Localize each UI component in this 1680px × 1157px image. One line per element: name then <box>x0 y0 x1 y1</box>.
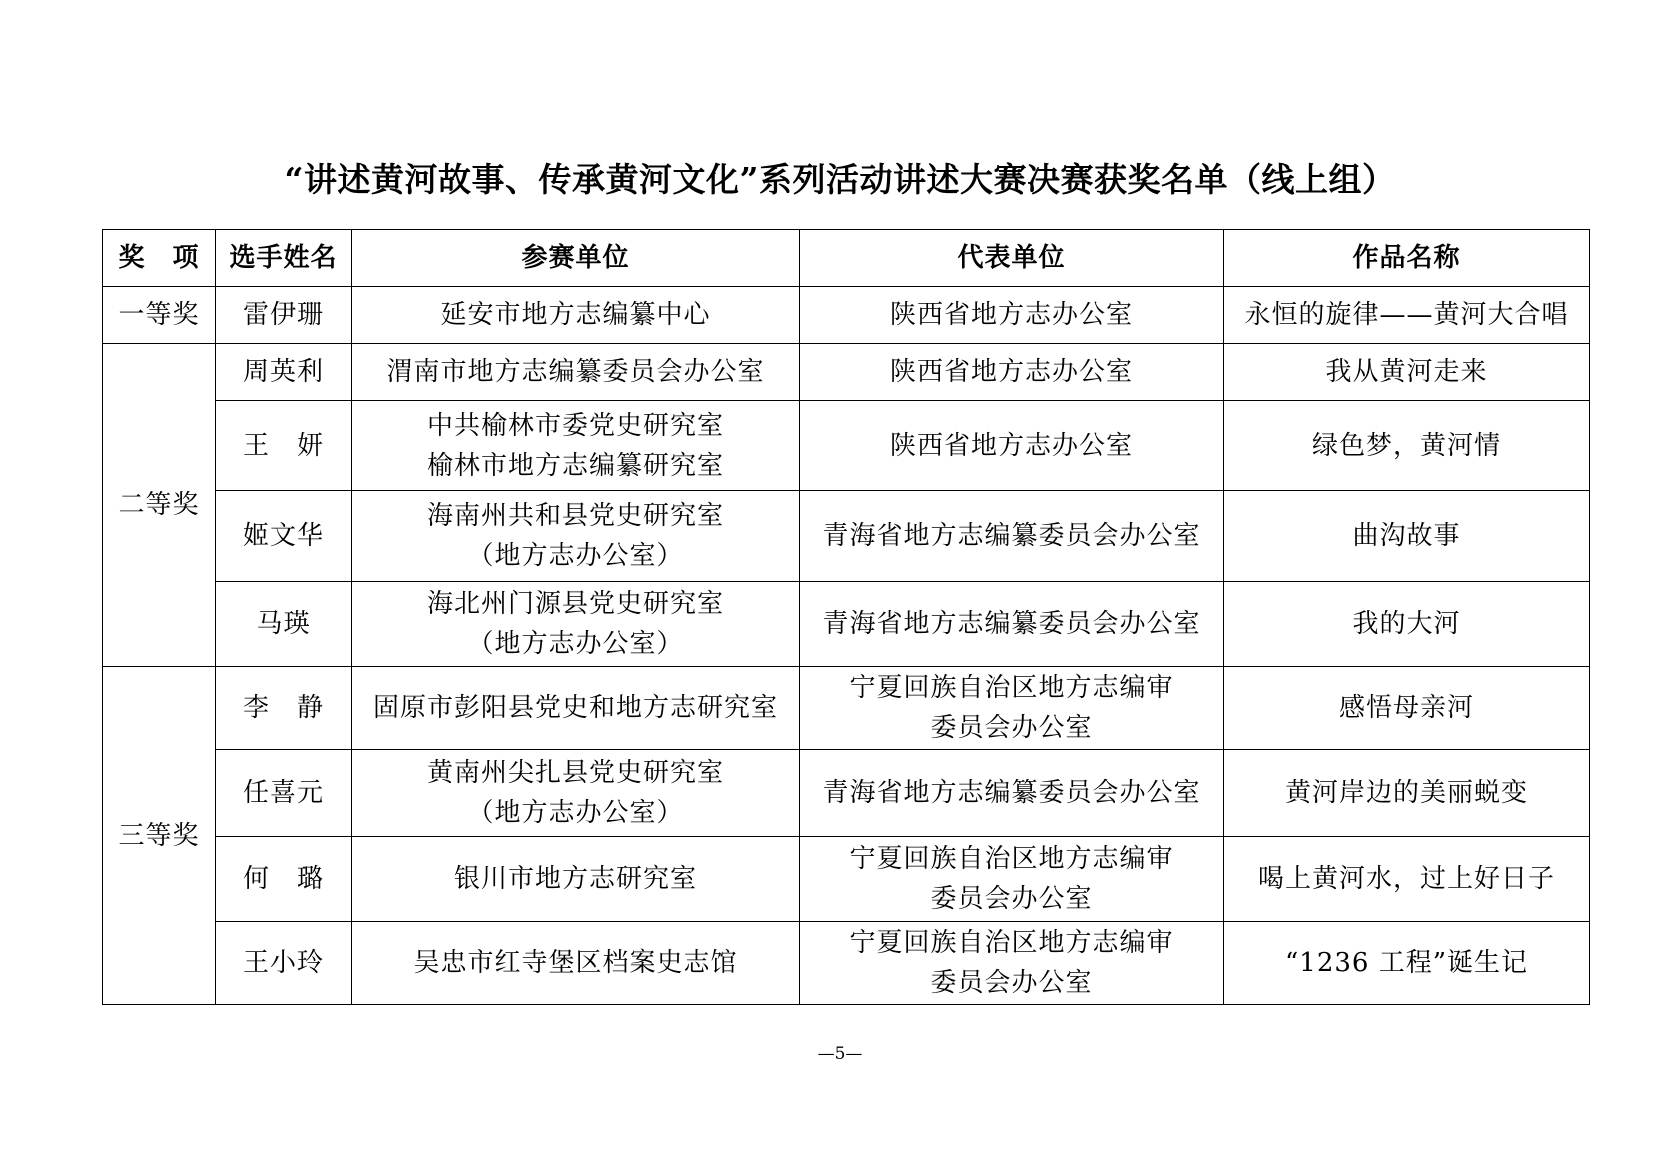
representing-unit: 陕西省地方志办公室 <box>800 344 1224 401</box>
participating-unit: 中共榆林市委党史研究室 榆林市地方志编纂研究室 <box>352 401 800 491</box>
representing-unit: 青海省地方志编纂委员会办公室 <box>800 582 1224 667</box>
award-level-second: 二等奖 <box>103 344 216 667</box>
table-row <box>103 491 1590 582</box>
participating-unit: 固原市彭阳县党史和地方志研究室 <box>352 667 800 750</box>
work-title: 黄河岸边的美丽蜕变 <box>1224 750 1590 837</box>
table-row <box>103 287 1590 344</box>
work-title: 我从黄河走来 <box>1224 344 1590 401</box>
work-title: 感悟母亲河 <box>1224 667 1590 750</box>
award-level-first: 一等奖 <box>103 287 216 344</box>
representing-unit: 陕西省地方志办公室 <box>800 287 1224 344</box>
representing-unit: 青海省地方志编纂委员会办公室 <box>800 750 1224 837</box>
table-row <box>103 750 1590 837</box>
header-row <box>103 230 1590 287</box>
work-title: “1236 工程”诞生记 <box>1224 922 1590 1005</box>
contestant-name: 王 妍 <box>216 401 352 491</box>
representing-unit: 宁夏回族自治区地方志编审 委员会办公室 <box>800 667 1224 750</box>
header-represent: 代表单位 <box>800 230 1224 287</box>
contestant-name: 周英利 <box>216 344 352 401</box>
contestant-name: 李 静 <box>216 667 352 750</box>
participating-unit: 黄南州尖扎县党史研究室 （地方志办公室） <box>352 750 800 837</box>
header-name: 选手姓名 <box>216 230 352 287</box>
header-award: 奖 项 <box>103 230 216 287</box>
page-title: “讲述黄河故事、传承黄河文化”系列活动讲述大赛决赛获奖名单（线上组） <box>284 160 1396 199</box>
representing-unit: 陕西省地方志办公室 <box>800 401 1224 491</box>
participating-unit: 海北州门源县党史研究室 （地方志办公室） <box>352 582 800 667</box>
awards-table <box>102 229 1590 1005</box>
table-row <box>103 837 1590 922</box>
header-unit: 参赛单位 <box>352 230 800 287</box>
contestant-name: 马瑛 <box>216 582 352 667</box>
contestant-name: 雷伊珊 <box>216 287 352 344</box>
table-row <box>103 344 1590 401</box>
participating-unit: 渭南市地方志编纂委员会办公室 <box>352 344 800 401</box>
work-title: 喝上黄河水，过上好日子 <box>1224 837 1590 922</box>
table-row <box>103 401 1590 491</box>
contestant-name: 何 璐 <box>216 837 352 922</box>
table-row <box>103 582 1590 667</box>
participating-unit: 吴忠市红寺堡区档案史志馆 <box>352 922 800 1005</box>
participating-unit: 延安市地方志编纂中心 <box>352 287 800 344</box>
representing-unit: 宁夏回族自治区地方志编审 委员会办公室 <box>800 837 1224 922</box>
participating-unit: 海南州共和县党史研究室 （地方志办公室） <box>352 491 800 582</box>
contestant-name: 王小玲 <box>216 922 352 1005</box>
contestant-name: 姬文华 <box>216 491 352 582</box>
participating-unit: 银川市地方志研究室 <box>352 837 800 922</box>
award-level-third: 三等奖 <box>103 667 216 1005</box>
work-title: 永恒的旋律——黄河大合唱 <box>1224 287 1590 344</box>
table-row <box>103 667 1590 750</box>
work-title: 绿色梦，黄河情 <box>1224 401 1590 491</box>
representing-unit: 宁夏回族自治区地方志编审 委员会办公室 <box>800 922 1224 1005</box>
work-title: 我的大河 <box>1224 582 1590 667</box>
page-number: —5— <box>817 1044 863 1064</box>
table-row <box>103 922 1590 1005</box>
contestant-name: 任喜元 <box>216 750 352 837</box>
header-work: 作品名称 <box>1224 230 1590 287</box>
representing-unit: 青海省地方志编纂委员会办公室 <box>800 491 1224 582</box>
work-title: 曲沟故事 <box>1224 491 1590 582</box>
